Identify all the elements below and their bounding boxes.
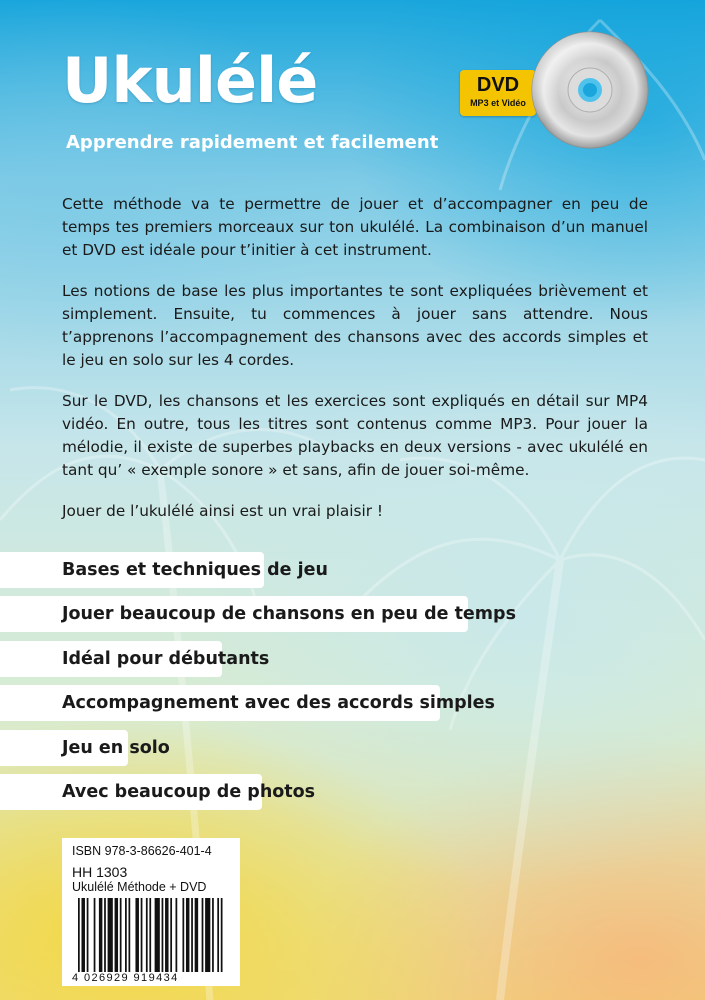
feature-item: Jouer beaucoup de chansons en peu de temps — [0, 596, 468, 632]
description-paragraph: Jouer de l’ukulélé ainsi est un vrai plaisir ! — [62, 502, 383, 520]
barcode-bar — [170, 898, 172, 972]
barcode-bar — [81, 898, 84, 972]
ean-digits: 4 026929 919434 — [72, 972, 179, 984]
book-subtitle: Apprendre rapidement et facilement — [66, 132, 439, 153]
dvd-label: DVD — [476, 74, 520, 96]
feature-item: Idéal pour débutants — [0, 641, 222, 677]
isbn-number: ISBN 978-3-86626-401-4 — [72, 844, 212, 858]
barcode-bar — [104, 898, 106, 972]
barcode-bar — [217, 898, 219, 972]
dvd-format-label: MP3 et Vidéo — [470, 98, 526, 108]
barcode-bar — [115, 898, 118, 972]
barcode-bar — [191, 898, 193, 972]
barcode-bar — [120, 898, 122, 972]
barcode-bar — [78, 898, 80, 972]
barcode-bar — [195, 898, 198, 972]
barcode-bar — [221, 898, 223, 972]
barcode-bar — [135, 898, 138, 972]
barcode-bar — [176, 898, 178, 972]
barcode-bar — [141, 898, 143, 972]
barcode-bar — [182, 898, 184, 972]
product-name: Ukulélé Méthode + DVD — [72, 880, 207, 894]
book-title: Ukulélé — [62, 44, 318, 117]
barcode-bar — [155, 898, 160, 972]
barcode-bar — [165, 898, 168, 972]
feature-item: Jeu en solo — [0, 730, 128, 766]
barcode-bar — [186, 898, 189, 972]
dvd-disc-icon — [530, 30, 650, 150]
barcode-bar — [202, 898, 204, 972]
isbn-barcode-block — [62, 838, 240, 986]
barcode-bar — [212, 898, 214, 972]
barcode-bar — [146, 898, 148, 972]
description-paragraph: Les notions de base les plus importantes te sont expliquées brièvement et simplement. Ensuite, tu commences à jouer sans attendre. Nous t’apprenons l’accompagnement des chansons avec des accords simples et le jeu en solo sur les 4 cordes. — [62, 282, 648, 369]
barcode-bar — [162, 898, 164, 972]
feature-item: Accompagnement avec des accords simples — [0, 685, 440, 721]
product-code: HH 1303 — [72, 864, 128, 880]
barcode-bar — [205, 898, 210, 972]
feature-item: Avec beaucoup de photos — [0, 774, 262, 810]
dvd-badge — [460, 70, 536, 116]
feature-item: Bases et techniques de jeu — [0, 552, 264, 588]
barcode-bar — [94, 898, 96, 972]
barcode-bar — [99, 898, 102, 972]
description-paragraph: Cette méthode va te permettre de jouer et d’accompagner en peu de temps tes premiers morceaux sur ton ukulélé. La combinaison d’un manuel et DVD est idéale pour t’initier à cet instrument. — [62, 195, 648, 259]
description-paragraph: Sur le DVD, les chansons et les exercices sont expliqués en détail sur MP4 vidéo. En outre, tous les titres sont contenus comme MP3. Pour jouer la mélodie, il existe de superbes playbacks en deux versions - avec ukulélé en tant qu’ « exemple sonore » et sans, afin de jouer soi-même. — [62, 392, 648, 479]
barcode-bar — [149, 898, 151, 972]
description — [62, 193, 648, 541]
barcode — [78, 898, 226, 972]
barcode-bar — [108, 898, 113, 972]
barcode-bar — [87, 898, 89, 972]
barcode-bar — [125, 898, 127, 972]
barcode-bar — [128, 898, 130, 972]
